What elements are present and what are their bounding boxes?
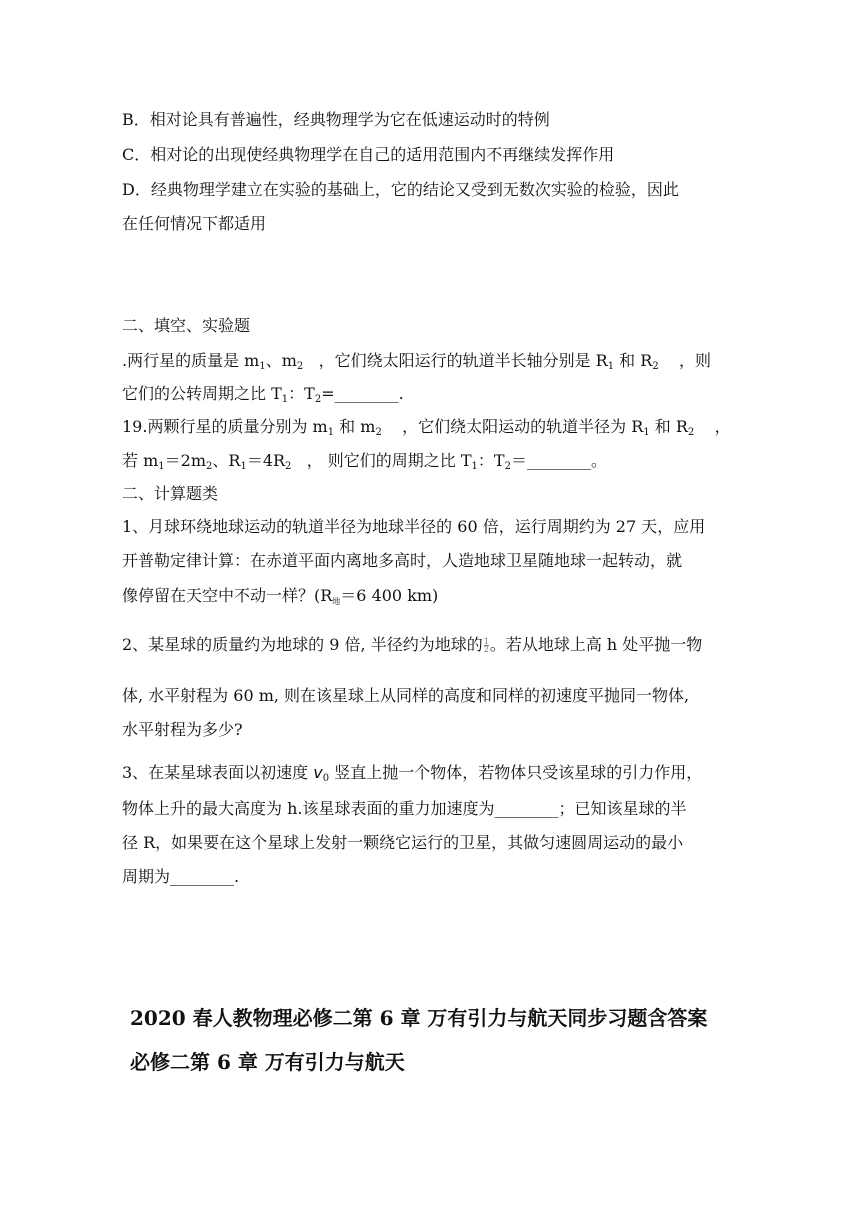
option-b: B．相对论具有普遍性，经典物理学为它在低速运动时的特例: [122, 110, 550, 129]
subscript: 1: [471, 461, 478, 472]
subscript: 2: [314, 394, 322, 405]
fraction-one-half: [484, 638, 489, 653]
calc-3-line1: [122, 762, 702, 784]
subscript: 2: [504, 461, 511, 472]
document-title: 2020 春人教物理必修二第 6 章 万有引力与航天同步习题含答案: [130, 1006, 708, 1030]
question-18-line2: [122, 383, 404, 405]
text: ， 则它们的周期之比 T: [306, 451, 472, 470]
text: 竖直上抛一个物体，若物体只受该星球的引力作用，: [329, 763, 703, 782]
question-19-line1: [122, 416, 731, 438]
calc-3-line2: 物体上升的最大高度为 h.该星球表面的重力加速度为________；已知该星球的半: [122, 799, 687, 818]
option-d-text: D．经典物理学建立在实验的基础上，它的结论又受到无数次实验的检验，因此: [122, 180, 679, 199]
text: .两行星的质量是 m: [122, 351, 260, 370]
text: 若 m: [122, 451, 159, 470]
subscript: 1: [327, 427, 335, 438]
text: 和 R: [649, 417, 688, 436]
fraction-denominator: 2: [483, 645, 489, 654]
calc-3-line4: 周期为________.: [122, 867, 240, 886]
text: ，: [714, 417, 731, 436]
calc-1-line2: 开普勒定律计算：在赤道平面内离地多高时，人造地球卫星随地球一起转动，就: [122, 551, 683, 570]
text: 和 R: [614, 351, 653, 370]
text: ＝6 400 km): [340, 586, 439, 605]
text: ，则: [679, 351, 712, 370]
question-18-line1: [122, 350, 711, 372]
text: ＝2m: [164, 451, 206, 470]
chapter-title: 必修二第 6 章 万有引力与航天: [130, 1050, 405, 1074]
text: 和 m: [334, 417, 376, 436]
question-19-line2: [122, 450, 607, 472]
text: 2、某星球的质量约为地球的 9 倍, 半径约为地球的: [122, 635, 483, 654]
text: ＝________。: [510, 451, 607, 470]
subscript: 1: [281, 394, 289, 405]
text: ，它们绕太阳运动的轨道半径为 R: [402, 417, 644, 436]
velocity-symbol: v: [313, 763, 323, 782]
text: 19.两颗行星的质量分别为 m: [122, 417, 328, 436]
calc-2-line2: 体, 水平射程为 60 m, 则在该星球上从同样的高度和同样的初速度平抛同一物体,: [122, 686, 690, 705]
subscript: 2: [296, 361, 304, 372]
section-heading-fill: 二、填空、实验题: [122, 316, 251, 335]
text: ，它们绕太阳运行的轨道半长轴分别是 R: [318, 351, 608, 370]
text: ：T: [288, 384, 315, 403]
subscript: 1: [240, 461, 247, 472]
calc-3-line3: 径 R，如果要在这个星球上发射一颗绕它运行的卫星，其做匀速圆周运动的最小: [122, 833, 684, 852]
text: ：T: [477, 451, 505, 470]
calc-2-line3: 水平射程为多少?: [122, 720, 243, 739]
subscript: 2: [285, 461, 292, 472]
section-heading-calc: 二、计算题类: [122, 484, 219, 503]
subscript: 2: [652, 361, 659, 372]
calc-1-line3: [122, 585, 438, 607]
subscript: 1: [607, 361, 615, 372]
option-c: C．相对论的出现使经典物理学在自己的适用范围内不再继续发挥作用: [122, 145, 615, 164]
subscript: 1: [643, 427, 650, 438]
option-d-line1: [122, 179, 730, 201]
text: ＝4R: [246, 451, 286, 470]
calc-1-line1: 1、月球环绕地球运动的轨道半径为地球半径的 60 倍，运行周期约为 27 天，应用: [122, 517, 706, 536]
subscript: 2: [375, 427, 382, 438]
text: 、R: [212, 451, 241, 470]
calc-2-line1: [122, 634, 702, 656]
subscript: 1: [158, 461, 165, 472]
text: =________.: [321, 384, 404, 403]
subscript: 1: [259, 361, 266, 372]
subscript: 2: [687, 427, 695, 438]
option-d-line2: 在任何情况下都适用: [122, 214, 267, 233]
text: 3、在某星球表面以初速度: [122, 763, 314, 782]
fraction-numerator: 1: [483, 637, 489, 646]
text: 、m: [265, 351, 297, 370]
text: 。若从地球上高 h 处平抛一物: [489, 635, 703, 654]
subscript: 0: [322, 773, 330, 784]
text: 它们的公转周期之比 T: [122, 384, 282, 403]
text: 像停留在天空中不动一样？(R: [122, 586, 333, 605]
subscript: 2: [206, 461, 213, 472]
subscript: 地: [332, 597, 341, 606]
